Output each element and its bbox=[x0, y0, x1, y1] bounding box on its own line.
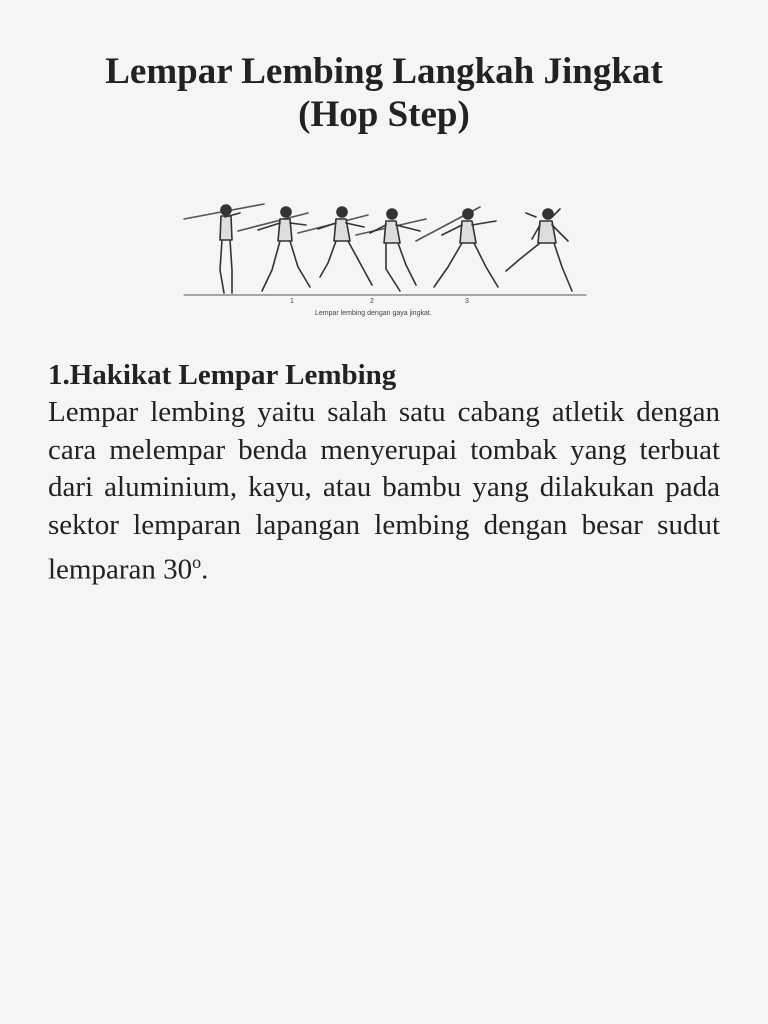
step-number-2: 2 bbox=[370, 298, 374, 305]
javelin-hop-step-illustration bbox=[180, 195, 590, 325]
figure-caption: Lempar lembing dengan gaya jingkat. bbox=[315, 310, 432, 317]
paragraph-end: . bbox=[201, 553, 209, 586]
title-line-2: (Hop Step) bbox=[298, 94, 470, 135]
section-heading: 1.Hakikat Lempar Lembing bbox=[48, 359, 397, 391]
athlete-figure-3 bbox=[298, 207, 372, 285]
athlete-figure-1 bbox=[184, 204, 264, 293]
athlete-figure-4 bbox=[356, 209, 426, 291]
athlete-figure-2 bbox=[238, 207, 310, 291]
title-line-1: Lempar Lembing Langkah Jingkat bbox=[105, 51, 663, 92]
degree-mark: o bbox=[192, 552, 202, 572]
athlete-figure-6 bbox=[506, 209, 572, 291]
hakikat-section bbox=[48, 356, 720, 589]
document-title bbox=[0, 50, 768, 136]
athlete-figure-5 bbox=[416, 207, 498, 287]
step-number-3: 3 bbox=[465, 298, 469, 305]
step-number-1: 1 bbox=[290, 298, 294, 305]
section-paragraph bbox=[48, 394, 720, 589]
paragraph-text: Lempar lembing yaitu salah satu cabang atletik dengan cara melempar benda menyerupai tombak yang terbuat dari aluminium, kayu, atau bambu yang dilakukan pada sektor lemparan lapangan lembing dengan besar sudut lemparan 30 bbox=[48, 396, 720, 586]
